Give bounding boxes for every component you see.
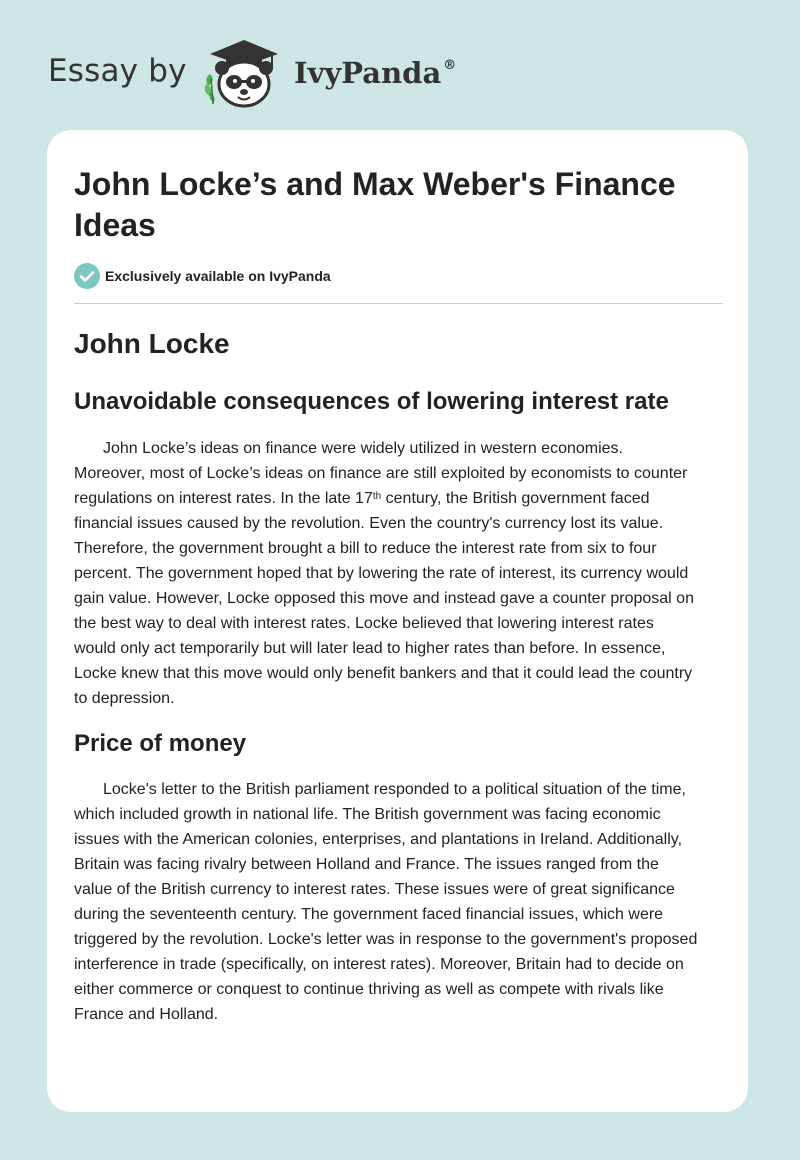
registered-mark: ® bbox=[443, 58, 457, 73]
paragraph-line: would only act temporarily but will later lead to higher rates than before. In essence, bbox=[74, 640, 666, 657]
paragraph-line: Therefore, the government brought a bill to reduce the interest rate from six to four bbox=[74, 540, 657, 557]
paragraph-line: during the seventeenth century. The government faced financial issues, which were bbox=[74, 906, 664, 923]
paragraph-line: gain value. However, Locke opposed this move and instead gave a counter proposal on bbox=[74, 590, 694, 607]
section-heading: John Locke bbox=[74, 328, 230, 359]
panda-graduate-logo-icon bbox=[202, 34, 294, 110]
title-divider bbox=[74, 303, 723, 304]
exclusive-badge bbox=[74, 263, 331, 289]
paragraph-line: to depression. bbox=[74, 690, 175, 707]
paragraph-line: triggered by the revolution. Locke's letter was in response to the government's proposed bbox=[74, 931, 698, 948]
ordinal-superscript: th bbox=[372, 491, 382, 502]
paragraph-line: France and Holland. bbox=[74, 1006, 219, 1023]
paragraph-line: Locke's letter to the British parliament responded to a political situation of the time, bbox=[103, 781, 686, 798]
paragraph-line: financial issues caused by the revolution. Even the country's currency lost its value. bbox=[74, 515, 664, 532]
paragraph-line: Britain was facing rivalry between Holland and France. The issues ranged from the bbox=[74, 856, 659, 873]
essay-card bbox=[47, 130, 748, 1112]
exclusive-badge-label: Exclusively available on IvyPanda bbox=[105, 268, 331, 284]
paragraph-line: issues with the American colonies, enterprises, and plantations in Ireland. Additionally, bbox=[74, 831, 683, 848]
paragraph-line: which included growth in national life. The British government was facing economic bbox=[74, 806, 661, 823]
paragraph-1 bbox=[74, 436, 726, 711]
paragraph-line: regulations on interest rates. In the late 17th century, the British government faced bbox=[74, 490, 650, 507]
paragraph-line: value of the British currency to interest rates. These issues were of great significance bbox=[74, 881, 675, 898]
paragraph-line: the best way to deal with interest rates. Locke believed that lowering interest rates bbox=[74, 615, 654, 632]
page-title: John Locke’s and Max Weber's Finance Ideas bbox=[74, 166, 676, 243]
paragraph-line: either commerce or conquest to continue thriving as well as compete with rivals like bbox=[74, 981, 664, 998]
subsection-heading-1: Unavoidable consequences of lowering interest rate bbox=[74, 388, 669, 415]
paragraph-line: Locke knew that this move would only benefit bankers and that it could lead the country bbox=[74, 665, 693, 682]
brand-name: IvyPanda ® bbox=[294, 56, 457, 90]
paragraph-line: Moreover, most of Locke’s ideas on finance are still exploited by economists to counter bbox=[74, 465, 688, 482]
subsection-heading-2: Price of money bbox=[74, 730, 247, 757]
paragraph-2 bbox=[74, 777, 726, 1027]
check-circle-icon bbox=[74, 263, 100, 289]
paragraph-line: John Locke’s ideas on finance were widely utilized in western economies. bbox=[103, 440, 623, 457]
site-header-brand[interactable] bbox=[48, 34, 468, 110]
paragraph-line: interference in trade (specifically, on interest rates). Moreover, Britain had to decide on bbox=[74, 956, 684, 973]
paragraph-line: percent. The government hoped that by lowering the rate of interest, its currency would bbox=[74, 565, 689, 582]
brand-prefix: Essay by bbox=[48, 53, 187, 89]
